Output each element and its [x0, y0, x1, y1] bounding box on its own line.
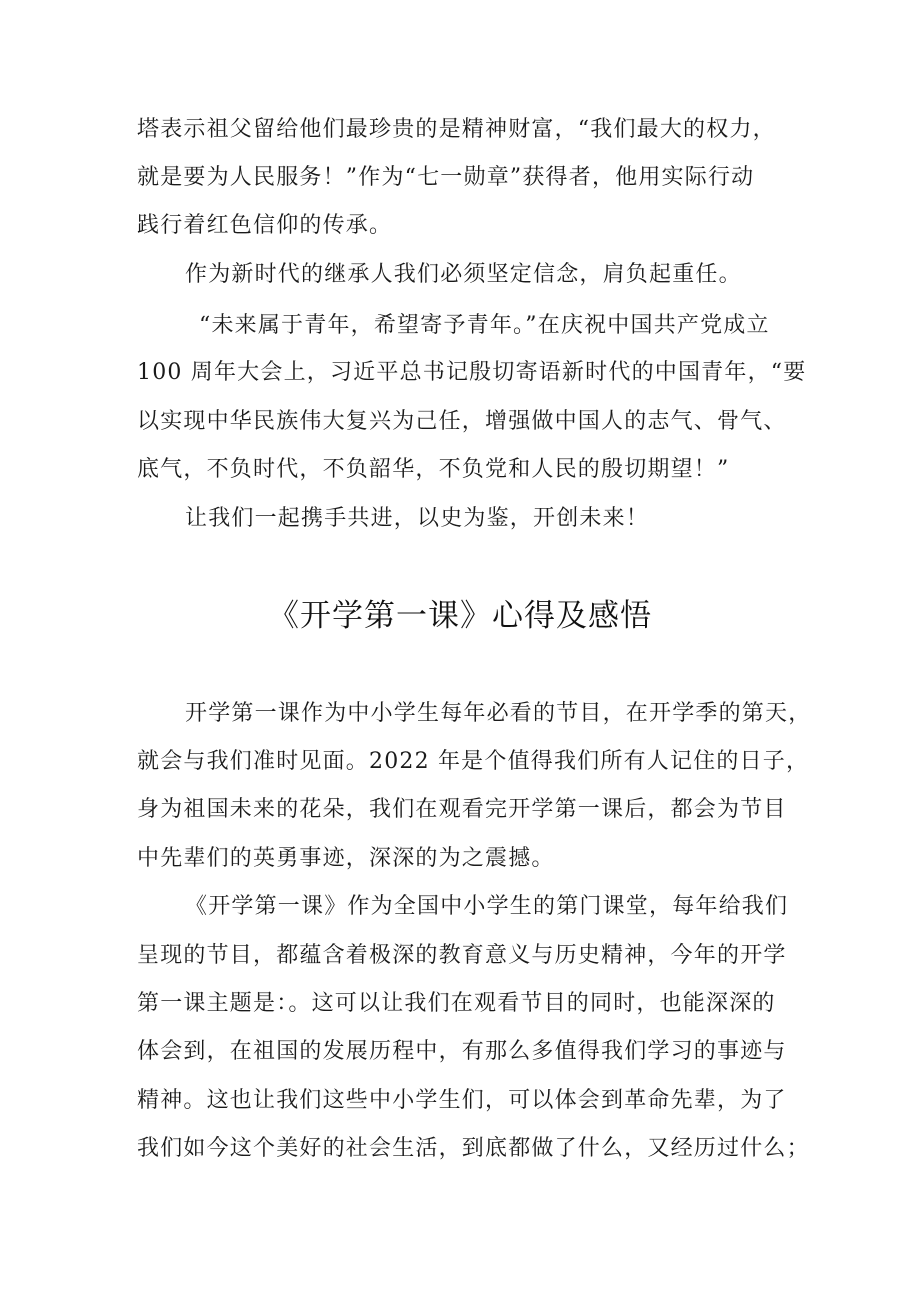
paragraph-line: 以实现中华民族伟大复兴为己任，增强做中国人的志气、骨气、: [137, 409, 787, 434]
paragraph-line: 我们如今这个美好的社会生活，到底都做了什么，又经历过什么；: [137, 1136, 810, 1161]
paragraph-line: 呈现的节目，都蕴含着极深的教育意义与历史精神，今年的开学: [137, 943, 787, 968]
paragraph-line: 底气，不负时代，不负韶华，不负党和人民的殷切期望！”: [137, 457, 730, 482]
paragraph-line: 体会到，在祖国的发展历程中，有那么多值得我们学习的事迹与: [137, 1039, 787, 1064]
paragraph-line: 就会与我们准时见面。2022 年是个值得我们所有人记住的日子，: [137, 749, 810, 774]
paragraph-line: 精神。这也让我们这些中小学生们，可以体会到革命先辈，为了: [137, 1088, 787, 1113]
paragraph-line: “未来属于青年，希望寄予青年。”在庆祝中国共产党成立: [199, 313, 770, 338]
section-heading: 《开学第一课》心得及感悟: [268, 598, 652, 634]
paragraph-line: 100 周年大会上，习近平总书记殷切寄语新时代的中国青年，“要: [137, 360, 807, 385]
paragraph-line: 《开学第一课》作为全国中小学生的第门课堂，每年给我们: [185, 894, 789, 919]
paragraph-line: 就是要为人民服务！”作为“七一勋章”获得者，他用实际行动: [137, 165, 755, 190]
paragraph-line: 作为新时代的继承人我们必须坚定信念，肩负起重任。: [185, 262, 742, 287]
paragraph-line: 开学第一课作为中小学生每年必看的节目，在开学季的第天，: [185, 701, 812, 726]
paragraph-line: 践行着红色信仰的传承。: [137, 213, 393, 238]
paragraph-line: 中先辈们的英勇事迹，深深的为之震撼。: [137, 846, 555, 871]
paragraph-line: 身为祖国未来的花朵，我们在观看完开学第一课后，都会为节目: [137, 797, 787, 822]
paragraph-line: 让我们一起携手共进，以史为鉴，开创未来！: [185, 506, 650, 531]
paragraph-line: 塔表示祖父留给他们最珍贵的是精神财富，“我们最大的权力，: [137, 117, 776, 142]
paragraph-line: 第一课主题是：。这可以让我们在观看节目的同时，也能深深的: [137, 991, 776, 1016]
